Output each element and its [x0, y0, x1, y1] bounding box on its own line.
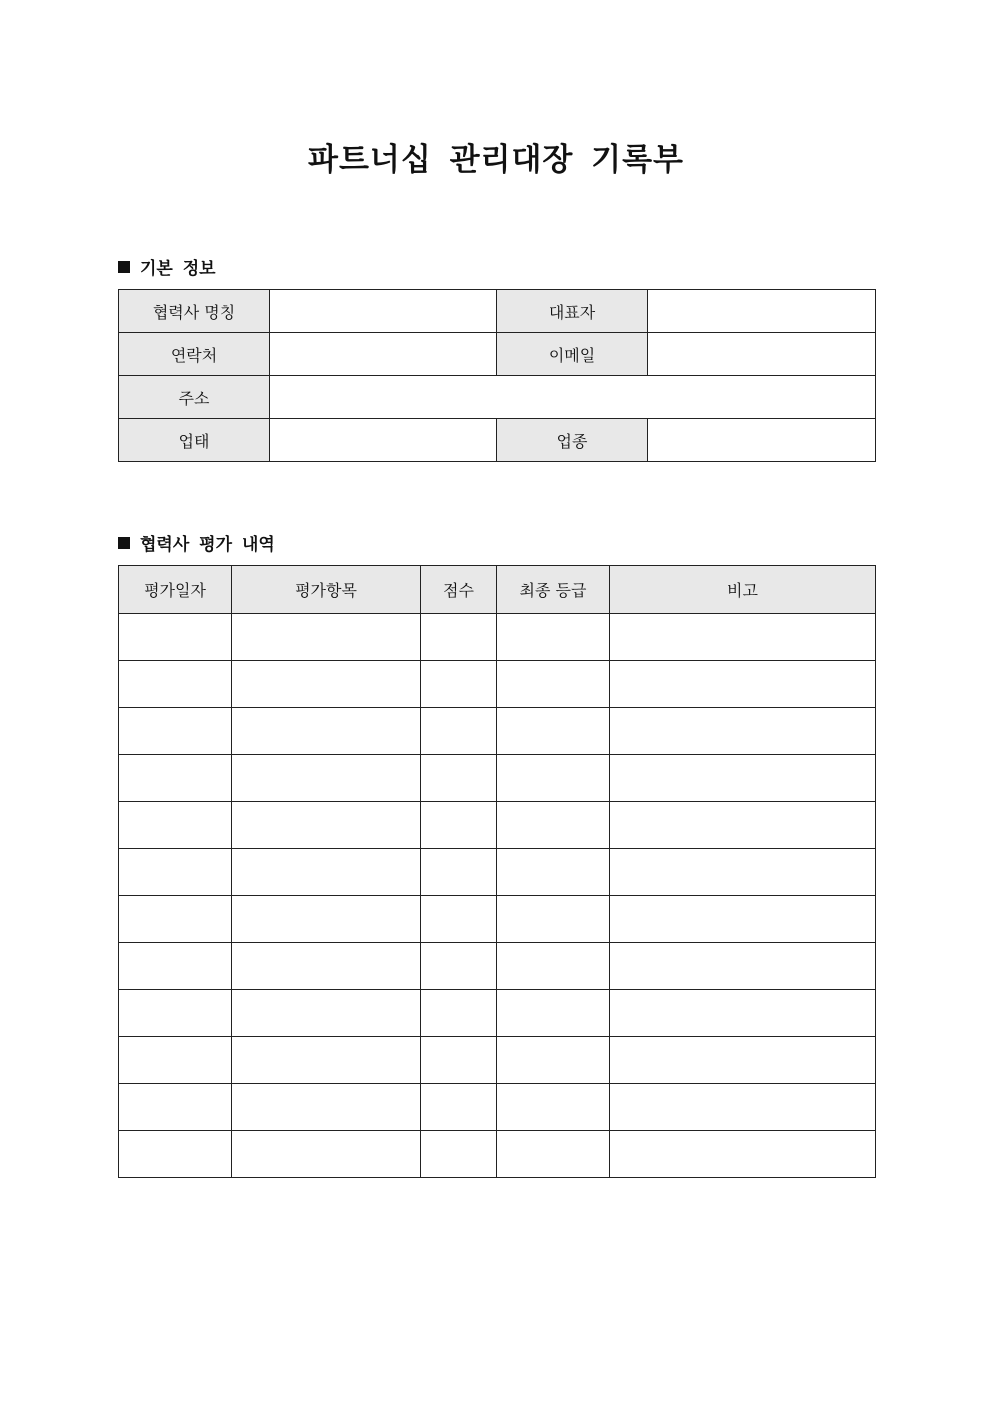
- table-row: [119, 1037, 876, 1084]
- column-header-remarks: 비고: [610, 566, 876, 614]
- email-field[interactable]: [648, 333, 876, 376]
- score-cell[interactable]: [421, 990, 497, 1037]
- remarks-cell[interactable]: [610, 614, 876, 661]
- eval-date-cell[interactable]: [119, 1037, 232, 1084]
- column-header-eval-date: 평가일자: [119, 566, 232, 614]
- final-grade-cell[interactable]: [497, 802, 610, 849]
- remarks-cell[interactable]: [610, 849, 876, 896]
- final-grade-cell[interactable]: [497, 990, 610, 1037]
- table-row: [119, 290, 876, 333]
- remarks-cell[interactable]: [610, 1084, 876, 1131]
- remarks-cell[interactable]: [610, 990, 876, 1037]
- partner-name-label: 협력사 명칭: [119, 290, 270, 333]
- remarks-cell[interactable]: [610, 802, 876, 849]
- square-bullet-icon: [118, 537, 130, 549]
- eval-item-cell[interactable]: [232, 614, 421, 661]
- score-cell[interactable]: [421, 708, 497, 755]
- email-label: 이메일: [497, 333, 648, 376]
- section-heading-basic-info: [118, 254, 216, 279]
- table-row: [119, 333, 876, 376]
- business-category-field[interactable]: [648, 419, 876, 462]
- eval-item-cell[interactable]: [232, 896, 421, 943]
- remarks-cell[interactable]: [610, 1037, 876, 1084]
- evaluation-table: [118, 565, 876, 1178]
- remarks-cell[interactable]: [610, 1131, 876, 1178]
- eval-item-cell[interactable]: [232, 1037, 421, 1084]
- table-header-row: [119, 566, 876, 614]
- eval-date-cell[interactable]: [119, 896, 232, 943]
- eval-item-cell[interactable]: [232, 755, 421, 802]
- remarks-cell[interactable]: [610, 755, 876, 802]
- final-grade-cell[interactable]: [497, 708, 610, 755]
- final-grade-cell[interactable]: [497, 943, 610, 990]
- eval-item-cell[interactable]: [232, 1084, 421, 1131]
- square-bullet-icon: [118, 261, 130, 273]
- representative-field[interactable]: [648, 290, 876, 333]
- eval-item-cell[interactable]: [232, 1131, 421, 1178]
- table-row: [119, 661, 876, 708]
- section-heading-label: 기본 정보: [140, 259, 216, 279]
- remarks-cell[interactable]: [610, 896, 876, 943]
- score-cell[interactable]: [421, 1131, 497, 1178]
- business-type-label: 업태: [119, 419, 270, 462]
- table-row: [119, 943, 876, 990]
- business-type-field[interactable]: [270, 419, 497, 462]
- eval-item-cell[interactable]: [232, 990, 421, 1037]
- eval-date-cell[interactable]: [119, 614, 232, 661]
- final-grade-cell[interactable]: [497, 661, 610, 708]
- score-cell[interactable]: [421, 755, 497, 802]
- final-grade-cell[interactable]: [497, 849, 610, 896]
- representative-label: 대표자: [497, 290, 648, 333]
- eval-date-cell[interactable]: [119, 943, 232, 990]
- remarks-cell[interactable]: [610, 708, 876, 755]
- table-row: [119, 376, 876, 419]
- eval-item-cell[interactable]: [232, 708, 421, 755]
- table-row: [119, 849, 876, 896]
- score-cell[interactable]: [421, 849, 497, 896]
- table-row: [119, 708, 876, 755]
- address-field[interactable]: [270, 376, 876, 419]
- column-header-score: 점수: [421, 566, 497, 614]
- partner-name-field[interactable]: [270, 290, 497, 333]
- score-cell[interactable]: [421, 1084, 497, 1131]
- score-cell[interactable]: [421, 1037, 497, 1084]
- final-grade-cell[interactable]: [497, 614, 610, 661]
- table-row: [119, 990, 876, 1037]
- page-title: 파트너십 관리대장 기록부: [308, 142, 684, 178]
- table-row: [119, 896, 876, 943]
- eval-date-cell[interactable]: [119, 849, 232, 896]
- table-row: [119, 1131, 876, 1178]
- column-header-final-grade: 최종 등급: [497, 566, 610, 614]
- table-row: [119, 755, 876, 802]
- score-cell[interactable]: [421, 896, 497, 943]
- basic-info-table: [118, 289, 876, 462]
- eval-date-cell[interactable]: [119, 1131, 232, 1178]
- remarks-cell[interactable]: [610, 943, 876, 990]
- column-header-eval-item: 평가항목: [232, 566, 421, 614]
- eval-item-cell[interactable]: [232, 661, 421, 708]
- table-row: [119, 802, 876, 849]
- eval-date-cell[interactable]: [119, 802, 232, 849]
- score-cell[interactable]: [421, 802, 497, 849]
- address-label: 주소: [119, 376, 270, 419]
- business-category-label: 업종: [497, 419, 648, 462]
- eval-date-cell[interactable]: [119, 708, 232, 755]
- final-grade-cell[interactable]: [497, 1084, 610, 1131]
- final-grade-cell[interactable]: [497, 1037, 610, 1084]
- eval-date-cell[interactable]: [119, 755, 232, 802]
- eval-date-cell[interactable]: [119, 1084, 232, 1131]
- table-row: [119, 419, 876, 462]
- score-cell[interactable]: [421, 661, 497, 708]
- score-cell[interactable]: [421, 943, 497, 990]
- eval-item-cell[interactable]: [232, 802, 421, 849]
- eval-item-cell[interactable]: [232, 849, 421, 896]
- eval-item-cell[interactable]: [232, 943, 421, 990]
- contact-field[interactable]: [270, 333, 497, 376]
- eval-date-cell[interactable]: [119, 661, 232, 708]
- contact-label: 연락처: [119, 333, 270, 376]
- eval-date-cell[interactable]: [119, 990, 232, 1037]
- remarks-cell[interactable]: [610, 661, 876, 708]
- final-grade-cell[interactable]: [497, 1131, 610, 1178]
- table-row: [119, 614, 876, 661]
- section-heading-label: 협력사 평가 내역: [140, 535, 275, 555]
- final-grade-cell[interactable]: [497, 896, 610, 943]
- score-cell[interactable]: [421, 614, 497, 661]
- final-grade-cell[interactable]: [497, 755, 610, 802]
- section-heading-evaluation: [118, 530, 275, 555]
- table-row: [119, 1084, 876, 1131]
